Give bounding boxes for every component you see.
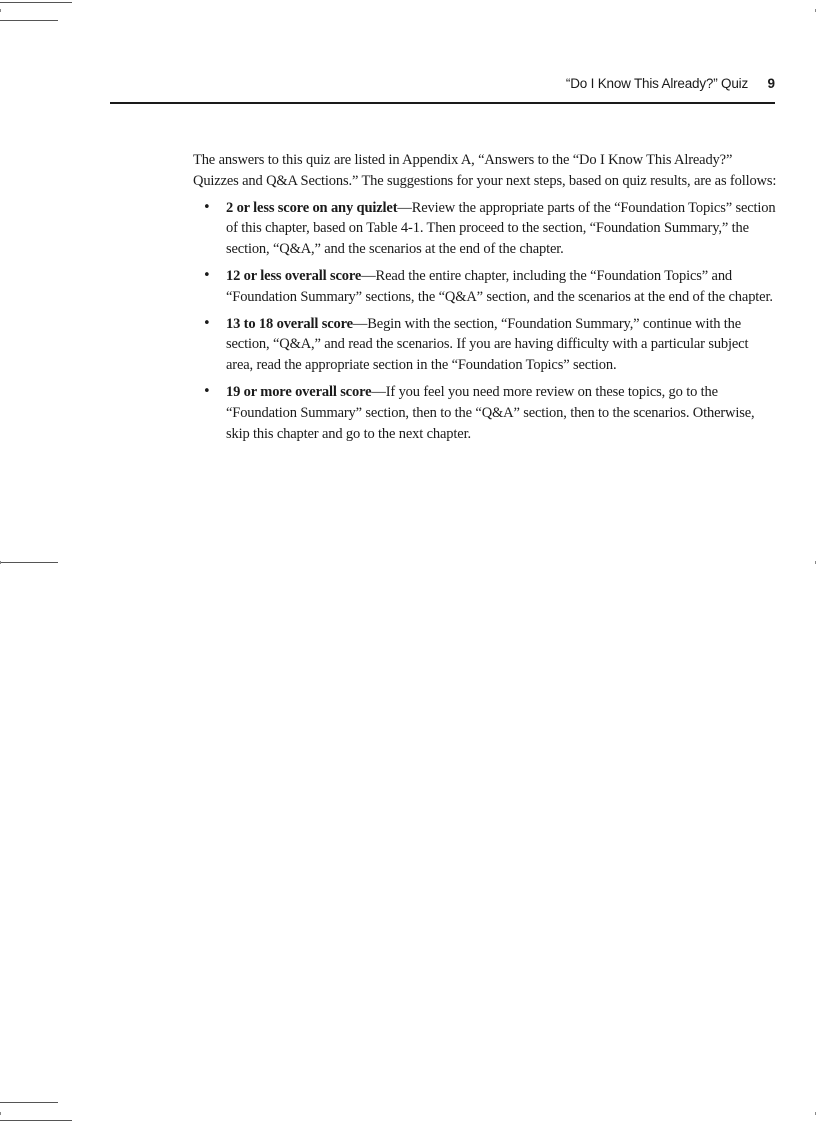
next-steps-list [193, 198, 777, 445]
bullet-term: 13 to 18 overall score [226, 315, 353, 332]
page-number: 9 [767, 76, 775, 91]
crop-mark-middle [0, 562, 58, 563]
running-title: “Do I Know This Already?” Quiz [565, 76, 748, 91]
bullet-icon: • [203, 315, 211, 331]
bullet-term: 19 or more overall score [226, 383, 372, 400]
bullet-icon: • [203, 267, 211, 283]
list-item [193, 382, 777, 444]
list-item [193, 266, 777, 308]
crop-mark-bottom-2 [0, 1120, 72, 1121]
crop-mark-top-2 [0, 20, 58, 21]
crop-tick-left-top [0, 9, 1, 12]
crop-mark-bottom-1 [0, 1102, 58, 1103]
bullet-icon: • [203, 199, 211, 215]
bullet-text: —Begin with the section, “Foundation Summary,” continue with the section, “Q&A,” and read the scenarios. If you are having difficulty with a particular subject area, read the appropriate section in the “Foundation Topics” section. [226, 315, 749, 374]
list-item [193, 198, 777, 260]
bullet-term: 2 or less score on any quizlet [226, 199, 398, 216]
crop-tick-left-mid [0, 561, 1, 564]
crop-tick-left-bottom [0, 1112, 1, 1115]
bullet-text: —Read the entire chapter, including the “Foundation Topics” and “Foundation Summary” sections, the “Q&A” section, and the scenarios at the end of the chapter. [226, 267, 773, 305]
crop-mark-top-1 [0, 2, 72, 3]
bullet-text: —If you feel you need more review on these topics, go to the “Foundation Summary” section, then to the “Q&A” section, then to the scenarios. Otherwise, skip this chapter and go to the next chapter. [226, 383, 755, 442]
running-header [110, 72, 775, 104]
page-body [193, 150, 777, 450]
bullet-text: —Review the appropriate parts of the “Foundation Topics” section of this chapter, based on Table 4-1. Then proceed to the section, “Foundation Summary,” the section, “Q&A,” and the scenarios at the end of the chapter. [226, 199, 776, 258]
intro-paragraph: The answers to this quiz are listed in Appendix A, “Answers to the “Do I Know This Already?” Quizzes and Q&A Sections.” The suggestions for your next steps, based on quiz results, are as follows: [193, 152, 777, 189]
bullet-term: 12 or less overall score [226, 267, 362, 284]
bullet-icon: • [203, 383, 211, 399]
list-item [193, 314, 777, 376]
